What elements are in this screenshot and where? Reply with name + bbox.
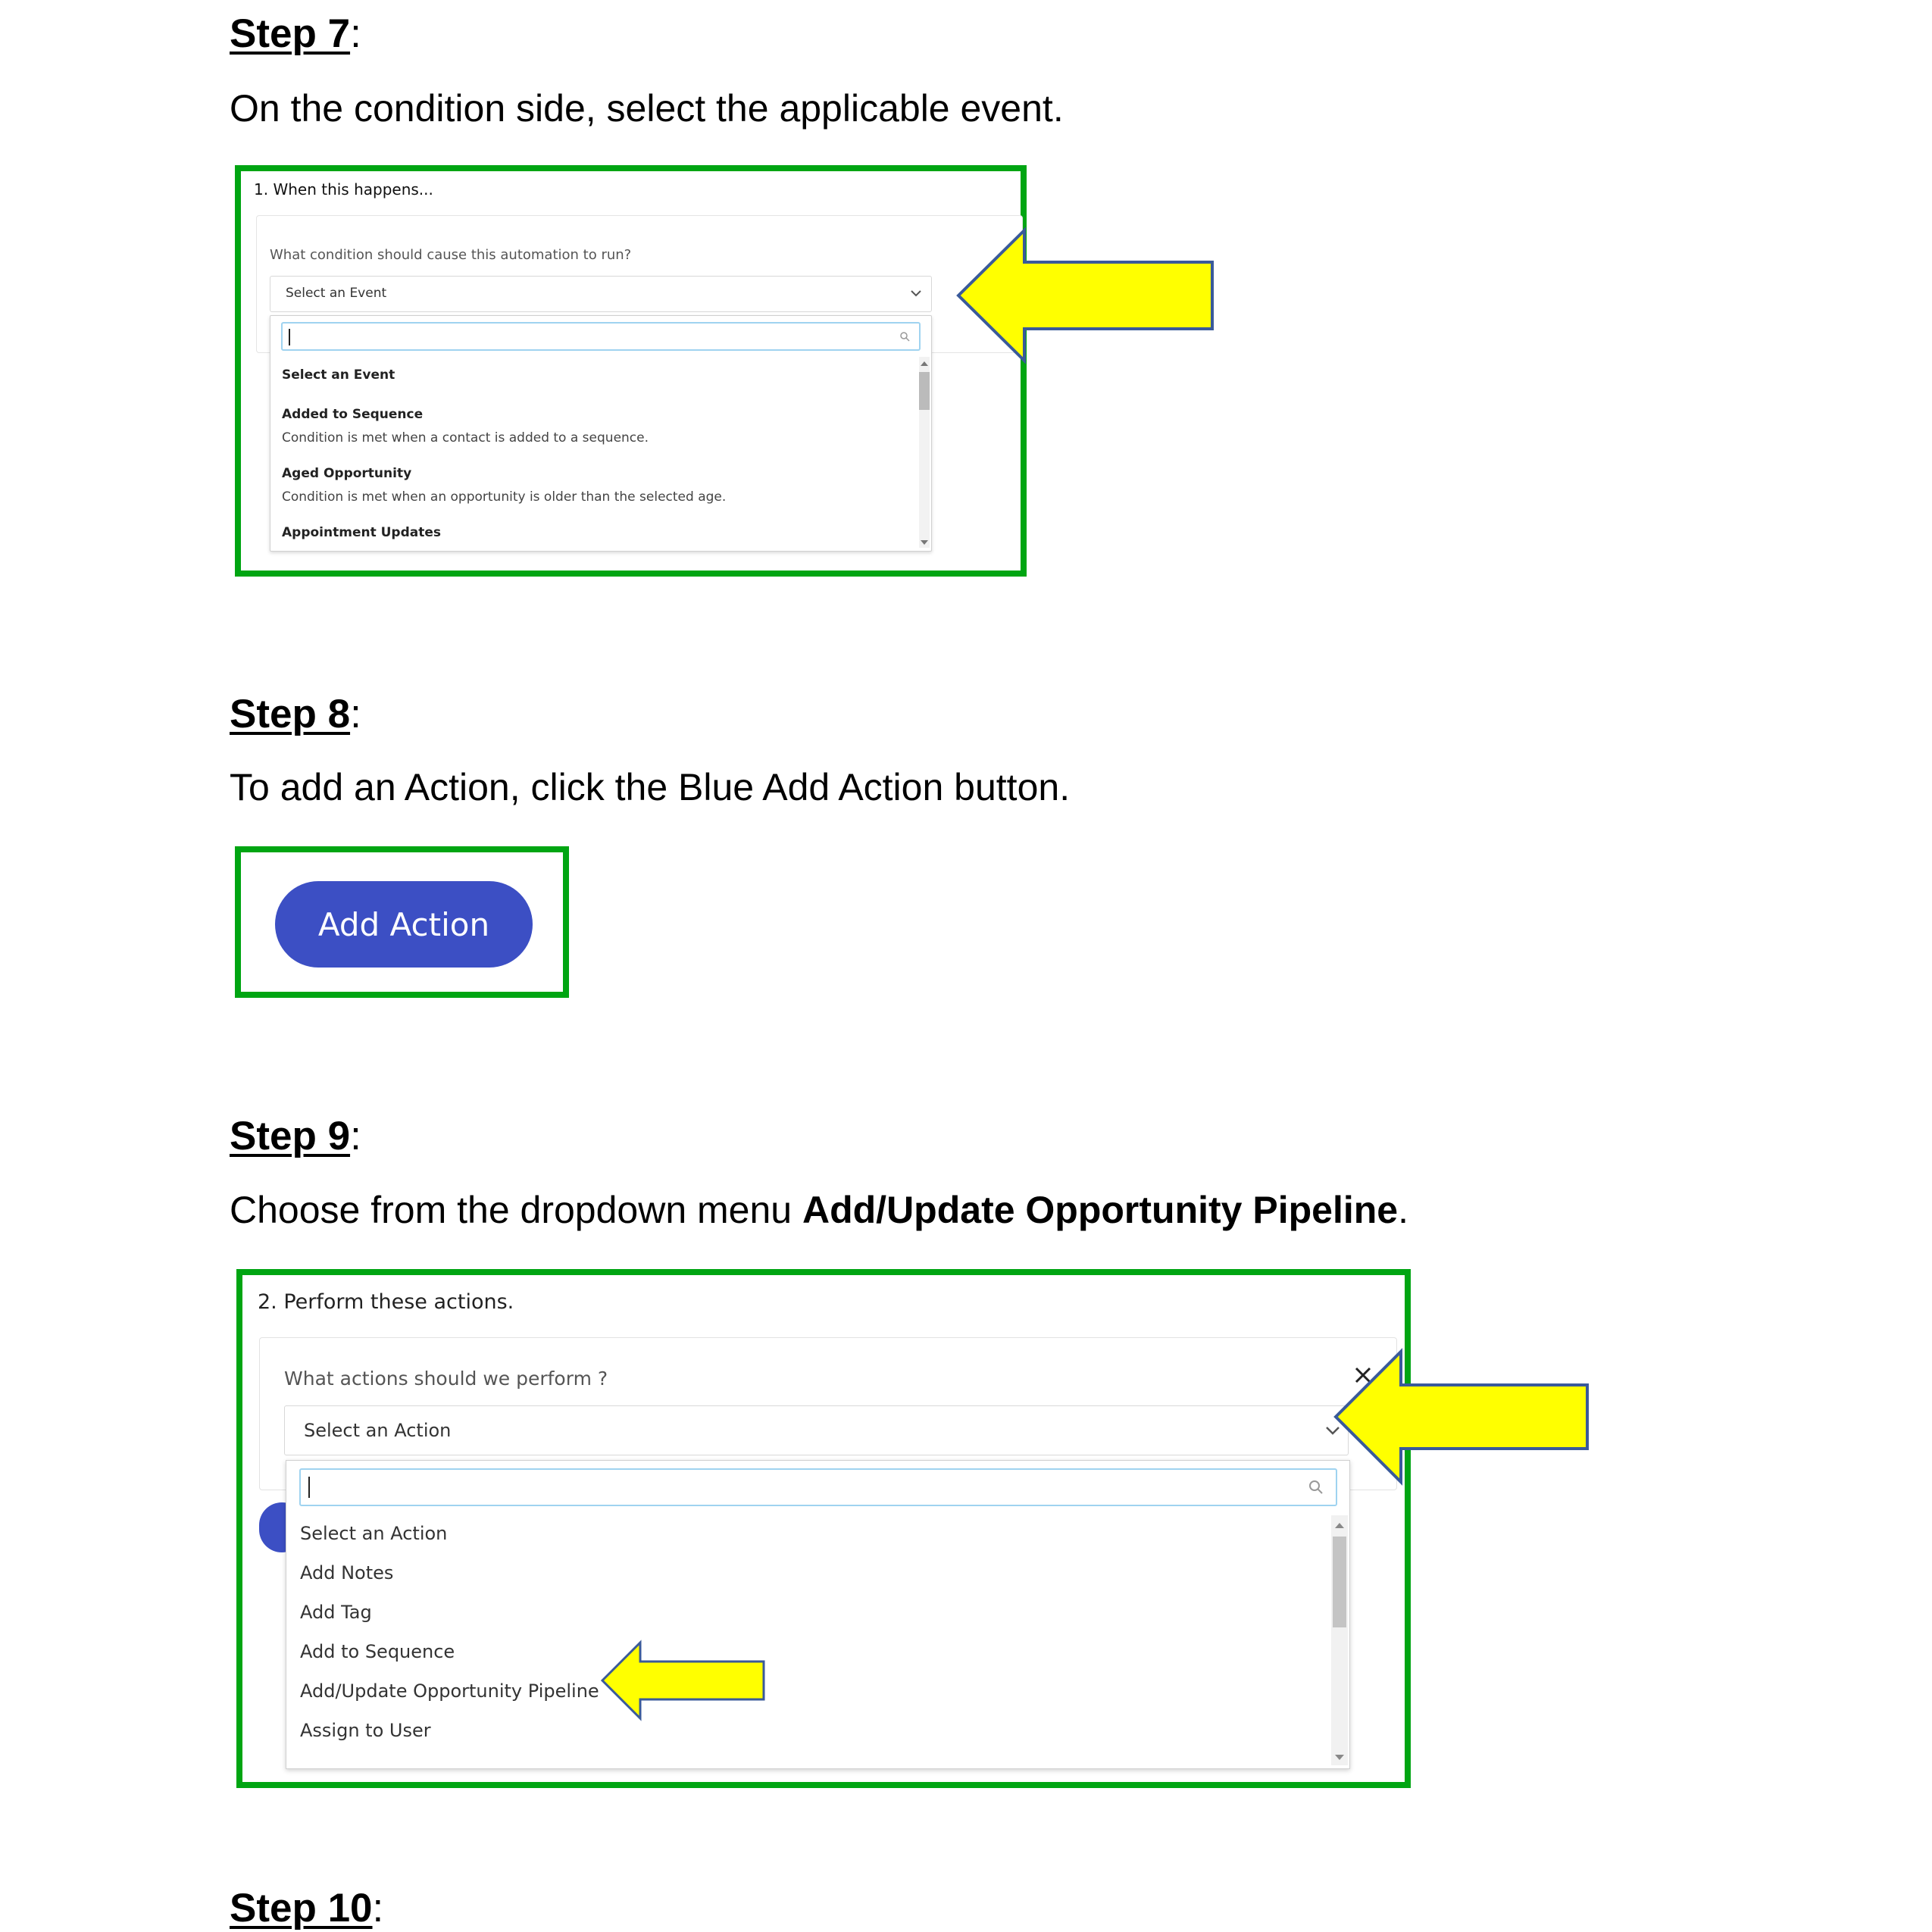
step-10-heading — [230, 1888, 383, 1928]
add-action-button[interactable]: Add Action — [275, 881, 533, 968]
event-option-appointment-updates[interactable]: Appointment Updates — [282, 525, 442, 540]
action-option-add-notes[interactable]: Add Notes — [300, 1562, 394, 1583]
step-9-instruction — [230, 1191, 1408, 1229]
step-8-label: Step 8 — [230, 692, 351, 736]
step-10-label: Step 10 — [230, 1886, 373, 1930]
condition-question: What condition should cause this automation to run? — [270, 247, 632, 263]
event-select[interactable] — [270, 276, 932, 312]
step-9-instruction-bold: Add/Update Opportunity Pipeline — [802, 1189, 1399, 1231]
event-option-description: Condition is met when a contact is added to a sequence. — [282, 430, 649, 445]
event-select-value: Select an Event — [286, 286, 387, 301]
step-9-heading — [230, 1116, 361, 1156]
scroll-up-icon[interactable] — [1335, 1523, 1344, 1528]
search-icon — [899, 331, 910, 342]
step-9-instruction-prefix: Choose from the dropdown menu — [230, 1189, 802, 1231]
step-10-colon: : — [372, 1886, 384, 1930]
step-8-highlight-frame — [235, 846, 569, 998]
action-option-assign-to-user[interactable]: Assign to User — [300, 1720, 431, 1741]
event-option-aged-opportunity[interactable]: Aged Opportunity — [282, 466, 412, 481]
step-7-highlight-frame — [235, 165, 1027, 577]
condition-section-title: 1. When this happens... — [254, 180, 433, 199]
step-9-highlight-frame — [236, 1269, 1411, 1788]
action-option-add-to-sequence[interactable]: Add to Sequence — [300, 1641, 455, 1662]
arrow-left-icon — [951, 227, 1220, 364]
event-option-added-to-sequence[interactable]: Added to Sequence — [282, 407, 424, 422]
step-7-label: Step 7 — [230, 11, 351, 56]
scroll-down-icon[interactable] — [1335, 1755, 1344, 1760]
step-8-colon: : — [350, 692, 361, 736]
text-cursor — [308, 1477, 310, 1498]
event-search-input[interactable] — [281, 322, 921, 351]
scroll-up-icon[interactable] — [921, 361, 928, 366]
step-9-instruction-suffix: . — [1398, 1189, 1408, 1231]
action-select-value: Select an Action — [304, 1420, 452, 1441]
actions-question: What actions should we perform ? — [284, 1368, 608, 1390]
step-7-heading — [230, 11, 361, 56]
action-dropdown — [286, 1460, 1350, 1769]
dropdown-scroll-thumb[interactable] — [1333, 1537, 1346, 1627]
step-9-label: Step 9 — [230, 1114, 351, 1158]
action-search-input[interactable] — [299, 1468, 1337, 1506]
event-option-description: Condition is met when an opportunity is older than the selected age. — [282, 489, 727, 505]
action-select[interactable] — [284, 1405, 1349, 1455]
search-icon — [1308, 1480, 1324, 1495]
step-8-instruction: To add an Action, click the Blue Add Action button. — [230, 766, 1071, 808]
action-option-add-update-opportunity-pipeline[interactable]: Add/Update Opportunity Pipeline — [300, 1680, 599, 1702]
event-dropdown — [270, 315, 932, 552]
action-option-select-an-action[interactable]: Select an Action — [300, 1523, 448, 1544]
step-7-colon: : — [350, 11, 361, 56]
chevron-down-icon — [910, 287, 922, 299]
dropdown-scroll-thumb[interactable] — [919, 372, 930, 410]
step-7-instruction: On the condition side, select the applicable event. — [230, 87, 1064, 130]
scroll-down-icon[interactable] — [921, 540, 928, 545]
step-9-colon: : — [350, 1114, 361, 1158]
arrow-left-icon — [599, 1639, 769, 1722]
arrow-left-icon — [1330, 1349, 1595, 1485]
event-option-placeholder[interactable]: Select an Event — [282, 367, 395, 383]
actions-section-title: 2. Perform these actions. — [258, 1290, 514, 1314]
step-8-heading — [230, 694, 361, 734]
action-option-add-tag[interactable]: Add Tag — [300, 1602, 372, 1623]
text-cursor — [289, 329, 290, 345]
